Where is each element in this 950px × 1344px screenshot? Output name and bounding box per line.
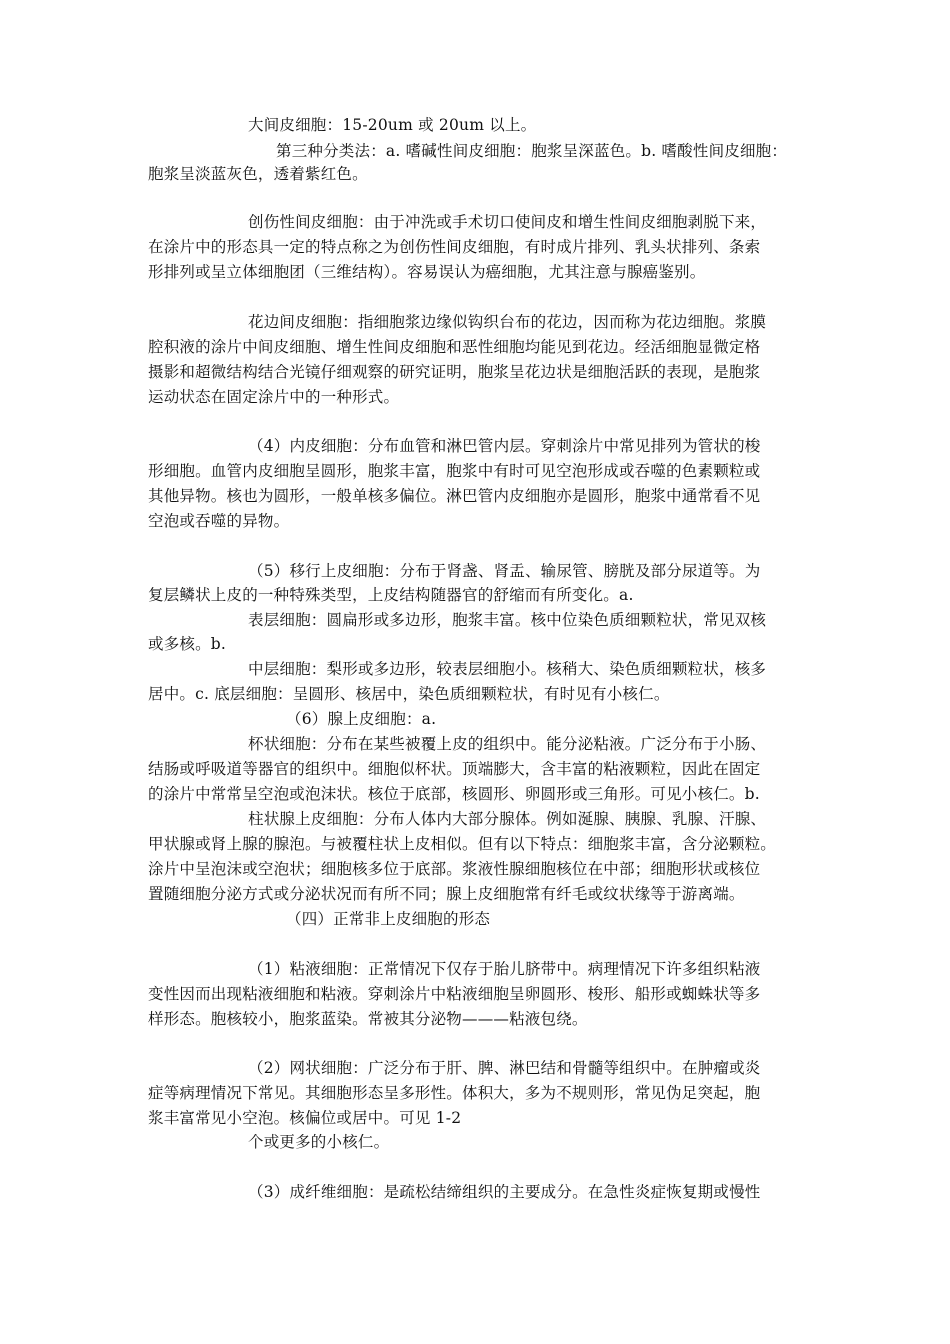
text-line: 样形态。胞核较小，胞浆蓝染。常被其分泌物———粘液包绕。 (148, 1010, 588, 1028)
text-line: 居中。c. 底层细胞：呈圆形、核居中，染色质细颗粒状，有时见有小核仁。 (148, 685, 670, 703)
text-line: 个或更多的小核仁。 (248, 1133, 390, 1151)
text-line: （5）移行上皮细胞：分布于肾盏、肾盂、输尿管、膀胱及部分尿道等。为 (248, 562, 761, 580)
text-line: 第三种分类法：a. 嗜碱性间皮细胞：胞浆呈深蓝色。b. 嗜酸性间皮细胞： (276, 142, 788, 160)
text-line: 创伤性间皮细胞：由于冲洗或手术切口使间皮和增生性间皮细胞剥脱下来， (248, 213, 767, 231)
text-line: 置随细胞分泌方式或分泌状况而有所不同；腺上皮细胞常有纤毛或纹状缘等于游离端。 (148, 885, 745, 903)
text-line: （4）内皮细胞：分布血管和淋巴管内层。穿刺涂片中常见排列为管状的梭 (248, 437, 761, 455)
text-line: 结肠或呼吸道等器官的组织中。细胞似杯状。顶端膨大，含丰富的粘液颗粒，因此在固定 (148, 760, 761, 778)
text-line: （2）网状细胞：广泛分布于肝、脾、淋巴结和骨髓等组织中。在肿瘤或炎 (248, 1059, 761, 1077)
text-line: 空泡或吞噬的异物。 (148, 512, 290, 530)
text-line: 腔积液的涂片中间皮细胞、增生性间皮细胞和恶性细胞均能见到花边。经活细胞显微定格 (148, 338, 761, 356)
text-line: （6）腺上皮细胞：a. (286, 710, 437, 728)
text-line: 浆丰富常见小空泡。核偏位或居中。可见 1-2 (148, 1109, 462, 1127)
text-line: 的涂片中常常呈空泡或泡沫状。核位于底部，核圆形、卵圆形或三角形。可见小核仁。b. (148, 785, 760, 803)
text-line: 其他异物。核也为圆形，一般单核多偏位。淋巴管内皮细胞亦是圆形，胞浆中通常看不见 (148, 487, 761, 505)
text-line: 中层细胞：梨形或多边形，较表层细胞小。核稍大、染色质细颗粒状，核多 (248, 660, 767, 678)
text-line: 形细胞。血管内皮细胞呈圆形，胞浆丰富，胞浆中有时可见空泡形成或吞噬的色素颗粒或 (148, 462, 761, 480)
text-line: 柱状腺上皮细胞：分布人体内大部分腺体。例如涎腺、胰腺、乳腺、汗腺、 (248, 810, 767, 828)
text-line: 表层细胞：圆扁形或多边形，胞浆丰富。核中位染色质细颗粒状，常见双核 (248, 611, 767, 629)
text-line: （1）粘液细胞：正常情况下仅存于胎儿脐带中。病理情况下许多组织粘液 (248, 960, 761, 978)
text-line: 摄影和超微结构结合光镜仔细观察的研究证明，胞浆呈花边状是细胞活跃的表现，是胞浆 (148, 363, 761, 381)
text-line: 在涂片中的形态具一定的特点称之为创伤性间皮细胞，有时成片排列、乳头状排列、条索 (148, 238, 761, 256)
text-line: 或多核。b. (148, 635, 227, 653)
text-line: 症等病理情况下常见。其细胞形态呈多形性。体积大，多为不规则形，常见伪足突起，胞 (148, 1084, 761, 1102)
text-line: 运动状态在固定涂片中的一种形式。 (148, 388, 400, 406)
text-line: 杯状细胞：分布在某些被覆上皮的组织中。能分泌粘液。广泛分布于小肠、 (248, 735, 767, 753)
text-line: 变性因而出现粘液细胞和粘液。穿刺涂片中粘液细胞呈卵圆形、梭形、船形或蜘蛛状等多 (148, 985, 761, 1003)
section-heading: （四）正常非上皮细胞的形态 (286, 910, 491, 928)
text-line: （3）成纤维细胞：是疏松结缔组织的主要成分。在急性炎症恢复期或慢性 (248, 1183, 761, 1201)
text-line: 形排列或呈立体细胞团（三维结构）。容易误认为癌细胞，尤其注意与腺癌鉴别。 (148, 263, 706, 281)
text-line: 复层鳞状上皮的一种特殊类型，上皮结构随器官的舒缩而有所变化。a. (148, 586, 634, 604)
text-line: 花边间皮细胞：指细胞浆边缘似钩织台布的花边，因而称为花边细胞。浆膜 (248, 313, 767, 331)
text-line: 大间皮细胞：15-20um 或 20um 以上。 (248, 116, 537, 134)
text-line: 胞浆呈淡蓝灰色，透着紫红色。 (148, 165, 368, 183)
text-line: 涂片中呈泡沫或空泡状；细胞核多位于底部。浆液性腺细胞核位在中部；细胞形状或核位 (148, 860, 761, 878)
text-line: 甲状腺或肾上腺的腺泡。与被覆柱状上皮相似。但有以下特点：细胞浆丰富，含分泌颗粒。 (148, 835, 777, 853)
